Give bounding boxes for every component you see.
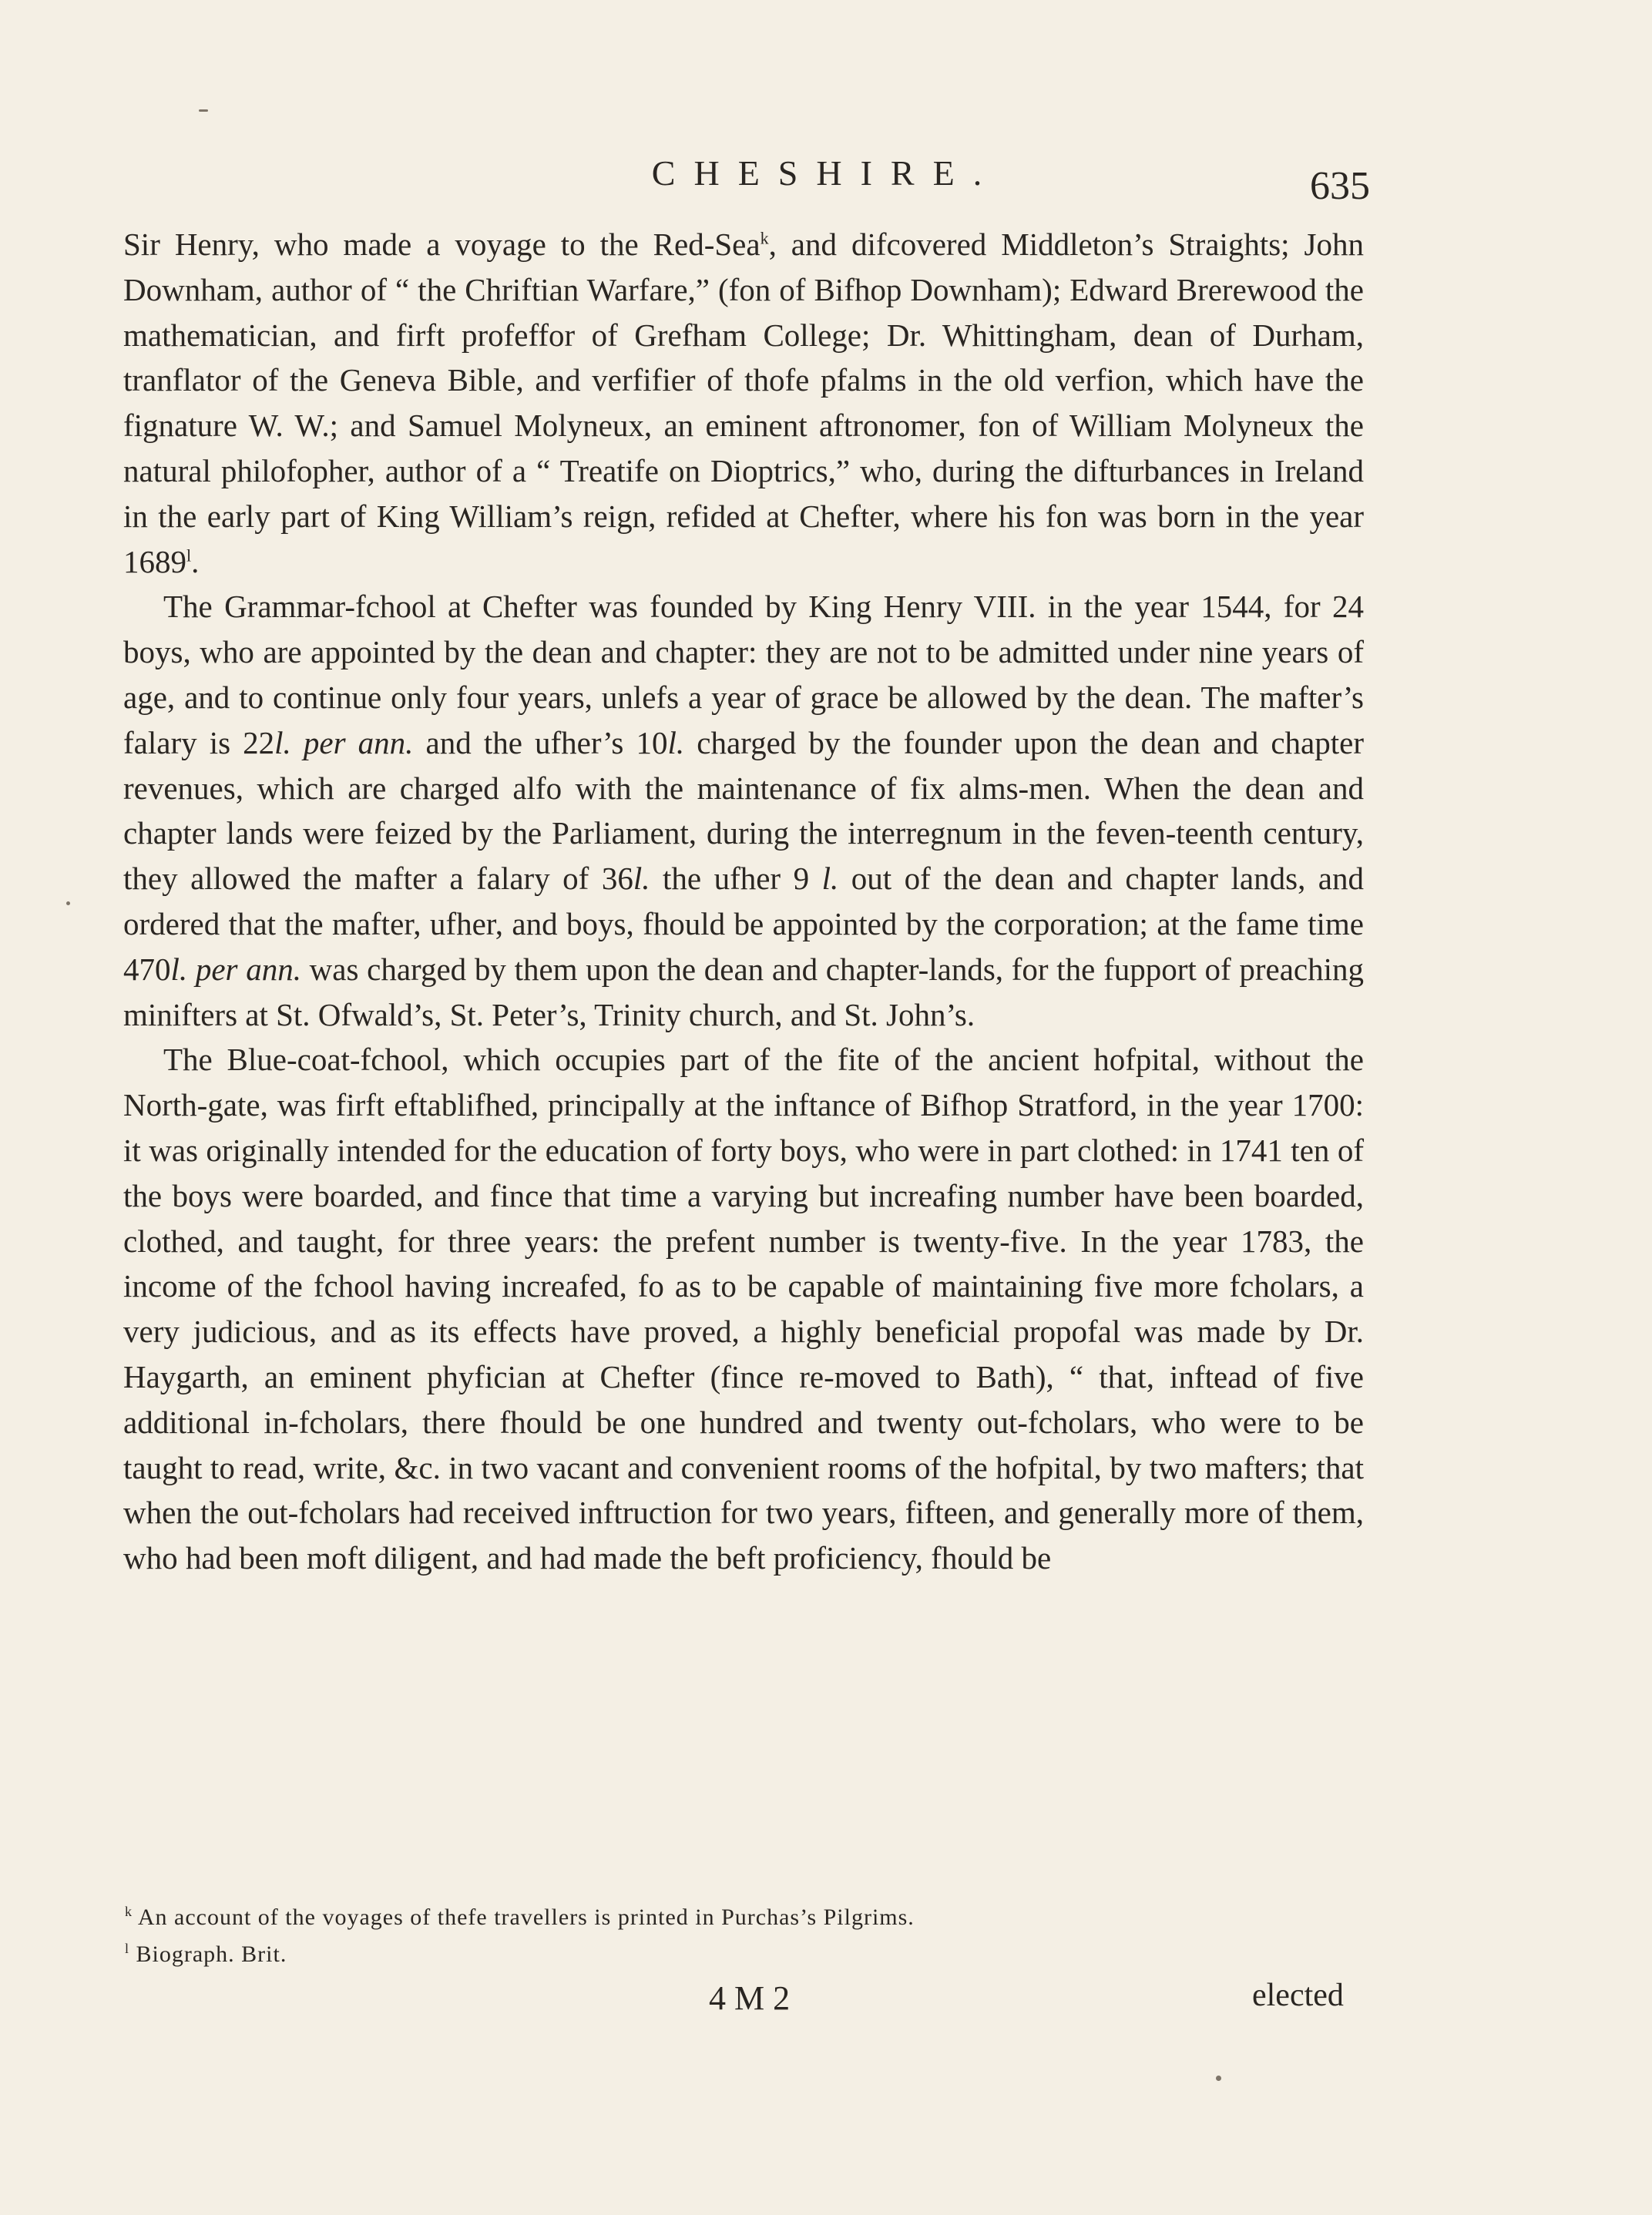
paragraph-2-text-f: was charged by them upon the dean and chapter-lands, for the fupport of preaching minifters at St. Ofwald’s, St. Peter’s, Trinity church, and St. John’s. [123,951,1364,1032]
paragraph-2-italic-b: l. [667,724,685,760]
paragraph-1-text-c: . [191,543,200,579]
catchword: elected [1252,1978,1344,2013]
body-text [123,222,1364,1581]
running-head: CHESHIRE. [651,153,1001,193]
ink-speck [66,901,70,905]
footnote-k-text: An account of the voyages of thefe travellers is printed in Purchas’s Pilgrims. [137,1905,915,1930]
paragraph-1-text-b: , and difcovered Middleton’s Straights; John Downham, author of “ the Chriftian Warfare,” (fon of Bifhop Downham); Edward Brerewood the mathematician, and firft profeffor of Grefham College; Dr. Whittingham, dean of Durham, tranflator of the Geneva Bible, and verfifier of thofe pfalms in the old verfion, which have the fignature W. W.; and Samuel Molyneux, an eminent aftronomer, fon of William Molyneux the natural philofopher, author of a “ Treatife on Dioptrics,” who, during the difturbances in Ireland in the early part of King William’s reign, refided at Chefter, where his fon was born in the year 1689 [123,227,1364,579]
paragraph-2-text-b: and the ufher’s 10 [413,724,668,760]
paragraph-2-italic-d: l. [821,861,839,897]
paragraph-2-text-c: charged by the founder upon the dean and chapter revenues, which are charged alfo with the maintenance of fix alms-men. When the dean and chapter lands were feized by the Parliament, during the interregnum in the feven-teenth century, they allowed the mafter a falary of 36 [123,724,1365,897]
footnote-l-mark: l [125,1941,130,1956]
footnotes [125,1899,1281,1973]
footnote-k [125,1899,1281,1936]
paragraph-2-text-e: out of the dean and chapter lands, and ordered that the mafter, ufher, and boys, fhould be appointed by the corporation; at the fame time 470 [123,861,1365,987]
paragraph-1 [123,222,1364,584]
footnote-mark-k: k [760,228,769,248]
paragraph-2-text-d: the ufher 9 [650,861,822,897]
paragraph-2-italic-e: l. per ann. [170,951,301,987]
footnote-l-text: Biograph. Brit. [136,1941,287,1967]
signature-mark: 4 M 2 [709,1979,791,2017]
footnote-l [125,1936,1281,1973]
paragraph-1-text-a: Sir Henry, who made a voyage to the Red-Sea [123,227,761,262]
page-number: 635 [1310,164,1370,208]
paragraph-2-italic-c: l. [633,861,650,897]
paragraph-2 [123,584,1364,1037]
ink-speck [199,109,208,112]
footnote-mark-l: l [186,545,192,565]
footnote-k-mark: k [125,1904,133,1919]
paragraph-3: The Blue-coat-fchool, which occupies part of the fite of the ancient hofpital, without the North-gate, was firft eftablifhed, principally at the inftance of Bifhop Stratford, in the year 1700: it was originally intended for the education of forty boys, who were in part clothed: in 1741 ten of the boys were boarded, and fince that time a varying but increafing number have been boarded, clothed, and taught, for three years: the prefent number is twenty-five. In the year 1783, the income of the fchool having increafed, fo as to be capable of maintaining five more fcholars, a very judicious, and as its effects have proved, a highly beneficial propofal was made by Dr. Haygarth, an eminent phyfician at Chefter (fince re-moved to Bath), “ that, inftead of five additional in-fcholars, there fhould be one hundred and twenty out-fcholars, who were to be taught to read, write, &c. in two vacant and convenient rooms of the hofpital, by two mafters; that when the out-fcholars had received inftruction for two years, fifteen, and generally more of them, who had been moft diligent, and had made the beft proficiency, fhould be [123,1042,1364,1576]
ink-speck [1216,2076,1221,2081]
paragraph-2-text-a: The Grammar-fchool at Chefter was founded by King Henry VIII. in the year 1544, for 24 boys, who are appointed by the dean and chapter: they are not to be admitted under nine years of age, and to continue only four years, unlefs a year of grace be allowed by the dean. The mafter’s falary is 22 [123,589,1364,760]
paragraph-2-italic-a: l. per ann. [274,724,414,760]
